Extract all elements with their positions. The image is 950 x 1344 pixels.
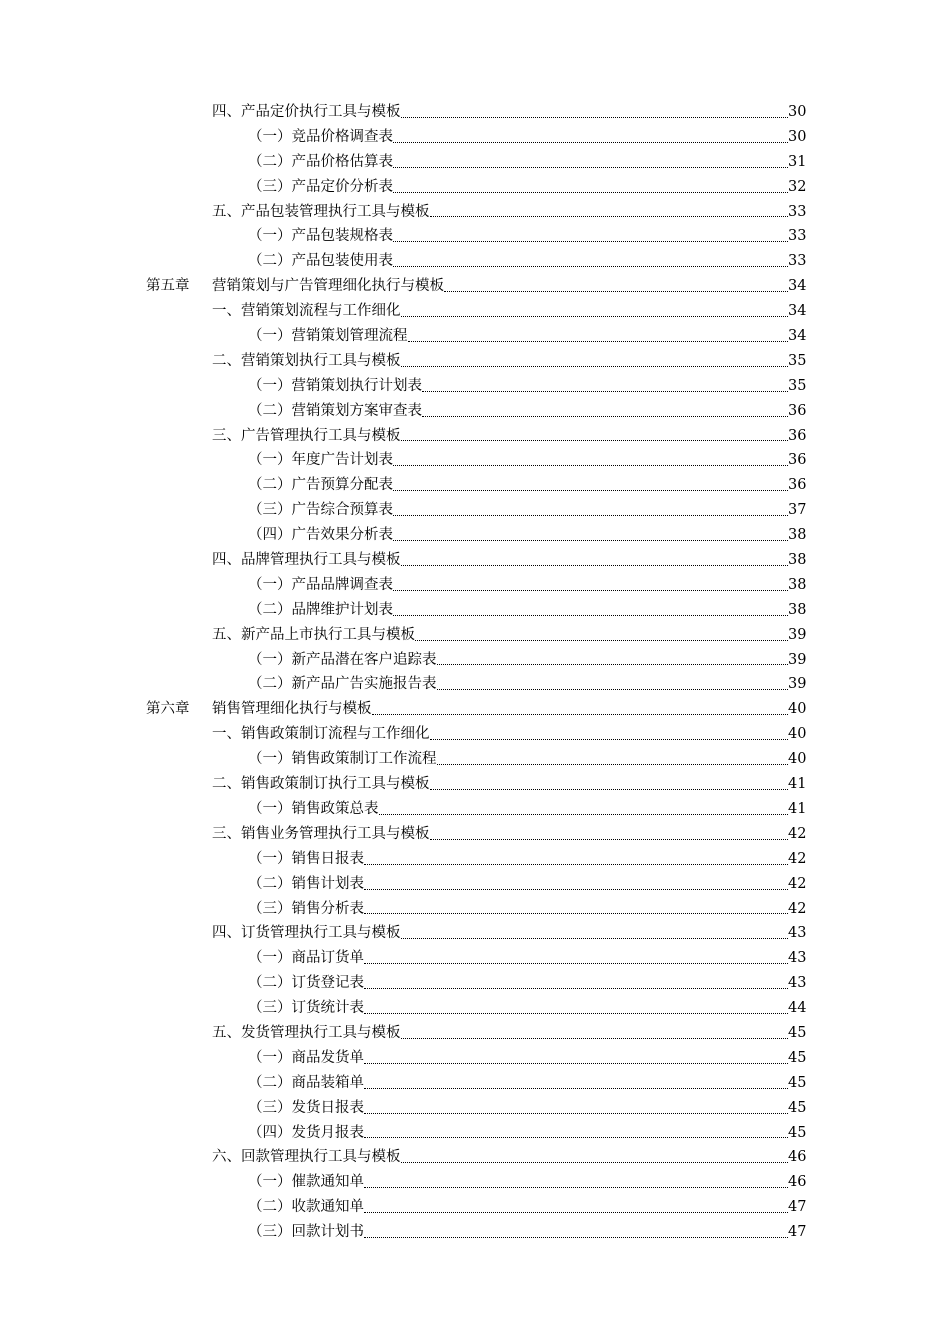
toc-entry[interactable]: [0, 822, 950, 847]
toc-entry[interactable]: [0, 200, 950, 225]
toc-entry[interactable]: [0, 897, 950, 922]
toc-entry[interactable]: [0, 125, 950, 150]
dot-leader: [408, 324, 789, 349]
page-number: 42: [788, 875, 807, 892]
toc-entry[interactable]: [0, 349, 950, 374]
toc-entry[interactable]: [0, 598, 950, 623]
toc-entry-line: [248, 897, 806, 922]
toc-entry-title: （一）销售日报表: [248, 847, 364, 872]
toc-entry-line: [248, 672, 806, 697]
page-number: 41: [788, 800, 807, 817]
toc-entry-title: （一）产品包装规格表: [248, 224, 393, 249]
toc-entry-title: （二）产品价格估算表: [248, 150, 393, 175]
toc-entry-line: [248, 1170, 806, 1195]
page-number: 39: [788, 676, 807, 693]
toc-entry[interactable]: [0, 1096, 950, 1121]
toc-entry-line: [212, 349, 806, 374]
toc-entry[interactable]: [0, 424, 950, 449]
page-number: 45: [788, 1124, 807, 1141]
page-number: 36: [788, 452, 807, 469]
dot-leader: [422, 399, 788, 424]
toc-entry[interactable]: [0, 399, 950, 424]
page-number: 40: [788, 726, 807, 743]
dot-leader: [364, 1046, 788, 1071]
toc-entry-title: （一）营销策划执行计划表: [248, 374, 422, 399]
toc-entry-line: [248, 175, 806, 200]
toc-entry-title: （二）产品包装使用表: [248, 249, 393, 274]
page-number: 37: [788, 502, 807, 519]
toc-entry-line: [248, 523, 806, 548]
dot-leader: [401, 1021, 789, 1046]
page-number: 32: [788, 178, 807, 195]
toc-entry-line: [248, 747, 806, 772]
toc-entry[interactable]: [0, 697, 950, 722]
toc-entry[interactable]: [0, 623, 950, 648]
chapter-title: 销售管理细化执行与模板: [212, 701, 372, 718]
toc-entry[interactable]: [0, 1145, 950, 1170]
toc-entry[interactable]: [0, 1170, 950, 1195]
toc-entry[interactable]: [0, 548, 950, 573]
page-number: 31: [788, 153, 807, 170]
page-number: 45: [788, 1074, 807, 1091]
toc-entry-title: （三）广告综合预算表: [248, 498, 393, 523]
toc-entry-line: [146, 697, 806, 722]
toc-entry-title: （一）竞品价格调查表: [248, 125, 393, 150]
toc-entry-line: [248, 150, 806, 175]
toc-entry-title: 五、新产品上市执行工具与模板: [212, 623, 415, 648]
toc-entry-line: [248, 1195, 806, 1220]
toc-entry-title: （二）商品装箱单: [248, 1071, 364, 1096]
toc-entry-line: [248, 1046, 806, 1071]
dot-leader: [393, 249, 788, 274]
toc-entry-line: [248, 797, 806, 822]
toc-entry[interactable]: [0, 175, 950, 200]
page-number: 39: [788, 626, 807, 643]
dot-leader: [393, 448, 788, 473]
toc-entry-line: [248, 448, 806, 473]
toc-entry-line: [212, 1145, 806, 1170]
dot-leader: [401, 1145, 789, 1170]
page-number: 47: [788, 1199, 807, 1216]
page-number: 38: [788, 552, 807, 569]
dot-leader: [364, 946, 788, 971]
toc-entry[interactable]: [0, 498, 950, 523]
toc-entry[interactable]: [0, 797, 950, 822]
dot-leader: [379, 797, 789, 822]
toc-entry-line: [212, 1021, 806, 1046]
toc-entry[interactable]: [0, 1121, 950, 1146]
toc-entry-line: [212, 299, 806, 324]
chapter-number: 第六章: [146, 701, 190, 718]
toc-entry-line: [248, 971, 806, 996]
toc-entry[interactable]: [0, 523, 950, 548]
toc-entry-title: （三）销售分析表: [248, 897, 364, 922]
toc-entry-title: （二）收款通知单: [248, 1195, 364, 1220]
toc-entry-title: 二、营销策划执行工具与模板: [212, 349, 401, 374]
dot-leader: [430, 822, 789, 847]
page-number: 36: [788, 402, 807, 419]
dot-leader: [437, 648, 789, 673]
dot-leader: [364, 1096, 788, 1121]
toc-entry[interactable]: [0, 374, 950, 399]
toc-entry-title: 五、产品包装管理执行工具与模板: [212, 200, 430, 225]
toc-entry-line: [248, 847, 806, 872]
page-number: 44: [788, 1000, 807, 1017]
toc-entry-line: [212, 424, 806, 449]
toc-entry[interactable]: [0, 921, 950, 946]
dot-leader: [364, 897, 788, 922]
table-of-contents: [0, 100, 950, 1245]
toc-entry-title: 一、营销策划流程与工作细化: [212, 299, 401, 324]
page-number: 33: [788, 253, 807, 270]
page-number: 43: [788, 950, 807, 967]
toc-entry-line: [212, 200, 806, 225]
dot-leader: [437, 747, 789, 772]
dot-leader: [444, 274, 788, 299]
toc-entry[interactable]: [0, 747, 950, 772]
dot-leader: [364, 1195, 788, 1220]
toc-entry-title: （三）发货日报表: [248, 1096, 364, 1121]
page-number: 45: [788, 1099, 807, 1116]
toc-entry-title: 五、发货管理执行工具与模板: [212, 1021, 401, 1046]
toc-entry-title: （二）销售计划表: [248, 872, 364, 897]
dot-leader: [364, 872, 788, 897]
toc-entry-line: [248, 996, 806, 1021]
page-number: 33: [788, 203, 807, 220]
toc-entry-title: （二）订货登记表: [248, 971, 364, 996]
page-number: 46: [788, 1174, 807, 1191]
toc-entry-line: [212, 822, 806, 847]
chapter-number: 第五章: [146, 278, 190, 295]
toc-entry[interactable]: [0, 150, 950, 175]
page-number: 39: [788, 651, 807, 668]
toc-entry-line: [212, 100, 806, 125]
dot-leader: [364, 996, 788, 1021]
toc-entry-title: （一）商品订货单: [248, 946, 364, 971]
toc-entry-title: （一）销售政策总表: [248, 797, 379, 822]
toc-entry-line: [212, 772, 806, 797]
toc-entry[interactable]: [0, 299, 950, 324]
dot-leader: [393, 125, 788, 150]
toc-entry-line: [248, 1121, 806, 1146]
toc-entry[interactable]: [0, 648, 950, 673]
toc-entry-line: [248, 573, 806, 598]
page-number: 42: [788, 850, 807, 867]
dot-leader: [401, 424, 789, 449]
dot-leader: [430, 200, 789, 225]
toc-entry-line: [212, 722, 806, 747]
toc-entry[interactable]: [0, 946, 950, 971]
toc-entry-line: [248, 125, 806, 150]
toc-entry-line: [212, 548, 806, 573]
page-number: 38: [788, 601, 807, 618]
toc-entry[interactable]: [0, 1046, 950, 1071]
toc-entry-title: 一、销售政策制订流程与工作细化: [212, 722, 430, 747]
dot-leader: [364, 971, 788, 996]
toc-entry-line: [248, 399, 806, 424]
toc-entry-title: （四）发货月报表: [248, 1121, 364, 1146]
toc-entry-line: [248, 324, 806, 349]
chapter-title: 营销策划与广告管理细化执行与模板: [212, 278, 444, 295]
toc-entry-line: [248, 1071, 806, 1096]
toc-entry-title: 二、销售政策制订执行工具与模板: [212, 772, 430, 797]
toc-entry-title: 三、销售业务管理执行工具与模板: [212, 822, 430, 847]
toc-entry-line: [248, 872, 806, 897]
toc-entry-line: [248, 1220, 806, 1245]
dot-leader: [401, 349, 789, 374]
page-number: 38: [788, 527, 807, 544]
toc-entry-title: （二）品牌维护计划表: [248, 598, 393, 623]
toc-entry-line: [248, 224, 806, 249]
dot-leader: [401, 548, 789, 573]
toc-entry[interactable]: [0, 971, 950, 996]
dot-leader: [393, 598, 788, 623]
dot-leader: [401, 100, 789, 125]
page-number: 43: [788, 925, 807, 942]
toc-entry[interactable]: [0, 847, 950, 872]
toc-entry[interactable]: [0, 772, 950, 797]
page-number: 35: [788, 352, 807, 369]
toc-entry[interactable]: [0, 100, 950, 125]
page-number: 40: [788, 751, 807, 768]
toc-entry[interactable]: [0, 1195, 950, 1220]
toc-entry-line: [248, 598, 806, 623]
toc-entry-line: [212, 921, 806, 946]
page-number: 34: [788, 278, 807, 295]
dot-leader: [393, 224, 788, 249]
toc-entry-title: [146, 274, 444, 299]
toc-entry-title: 三、广告管理执行工具与模板: [212, 424, 401, 449]
toc-entry-line: [146, 274, 806, 299]
toc-entry-title: 四、产品定价执行工具与模板: [212, 100, 401, 125]
toc-entry[interactable]: [0, 274, 950, 299]
toc-entry[interactable]: [0, 573, 950, 598]
toc-entry[interactable]: [0, 473, 950, 498]
toc-entry-title: [146, 697, 372, 722]
toc-entry[interactable]: [0, 872, 950, 897]
toc-entry[interactable]: [0, 224, 950, 249]
page-number: 45: [788, 1049, 807, 1066]
toc-entry-title: （三）产品定价分析表: [248, 175, 393, 200]
page-number: 45: [788, 1024, 807, 1041]
toc-entry[interactable]: [0, 249, 950, 274]
dot-leader: [393, 498, 788, 523]
dot-leader: [393, 473, 788, 498]
toc-entry-title: （一）销售政策制订工作流程: [248, 747, 437, 772]
toc-entry-title: （一）营销策划管理流程: [248, 324, 408, 349]
toc-entry-title: （二）新产品广告实施报告表: [248, 672, 437, 697]
page-number: 33: [788, 228, 807, 245]
toc-entry[interactable]: [0, 448, 950, 473]
page-number: 38: [788, 576, 807, 593]
page-number: 36: [788, 427, 807, 444]
toc-entry-title: （一）商品发货单: [248, 1046, 364, 1071]
page-number: 34: [788, 303, 807, 320]
dot-leader: [415, 623, 788, 648]
toc-entry-title: （一）新产品潜在客户追踪表: [248, 648, 437, 673]
page-number: 34: [788, 328, 807, 345]
dot-leader: [422, 374, 788, 399]
page-number: 30: [788, 128, 807, 145]
page-number: 36: [788, 477, 807, 494]
page-number: 42: [788, 900, 807, 917]
toc-entry-line: [248, 498, 806, 523]
toc-entry-title: （一）产品品牌调查表: [248, 573, 393, 598]
dot-leader: [437, 672, 789, 697]
toc-entry-title: （三）订货统计表: [248, 996, 364, 1021]
dot-leader: [401, 299, 789, 324]
toc-entry-line: [248, 1096, 806, 1121]
page-number: 42: [788, 825, 807, 842]
toc-entry[interactable]: [0, 722, 950, 747]
toc-entry-line: [248, 249, 806, 274]
toc-entry-line: [212, 623, 806, 648]
dot-leader: [364, 847, 788, 872]
dot-leader: [430, 722, 789, 747]
dot-leader: [364, 1170, 788, 1195]
dot-leader: [393, 150, 788, 175]
toc-entry-title: 四、订货管理执行工具与模板: [212, 921, 401, 946]
page-number: 41: [788, 776, 807, 793]
toc-entry-line: [248, 374, 806, 399]
toc-entry[interactable]: [0, 1071, 950, 1096]
dot-leader: [393, 523, 788, 548]
toc-entry-title: 六、回款管理执行工具与模板: [212, 1145, 401, 1170]
toc-entry[interactable]: [0, 1021, 950, 1046]
page-number: 35: [788, 377, 807, 394]
toc-entry[interactable]: [0, 324, 950, 349]
dot-leader: [393, 573, 788, 598]
dot-leader: [364, 1121, 788, 1146]
dot-leader: [430, 772, 789, 797]
toc-entry-line: [248, 473, 806, 498]
page-number: 30: [788, 104, 807, 120]
toc-entry[interactable]: [0, 996, 950, 1021]
toc-entry-line: [248, 946, 806, 971]
toc-entry-title: （一）催款通知单: [248, 1170, 364, 1195]
toc-entry-title: （二）广告预算分配表: [248, 473, 393, 498]
dot-leader: [364, 1220, 788, 1245]
toc-entry-title: （一）年度广告计划表: [248, 448, 393, 473]
dot-leader: [393, 175, 788, 200]
toc-entry-line: [248, 648, 806, 673]
toc-entry-title: （三）回款计划书: [248, 1220, 364, 1245]
toc-entry-title: （四）广告效果分析表: [248, 523, 393, 548]
toc-entry-title: 四、品牌管理执行工具与模板: [212, 548, 401, 573]
page-number: 47: [788, 1224, 807, 1241]
dot-leader: [364, 1071, 788, 1096]
toc-entry[interactable]: [0, 672, 950, 697]
dot-leader: [401, 921, 789, 946]
page-number: 43: [788, 975, 807, 992]
toc-entry-title: （二）营销策划方案审查表: [248, 399, 422, 424]
dot-leader: [372, 697, 789, 722]
toc-entry[interactable]: [0, 1220, 950, 1245]
page-number: 46: [788, 1149, 807, 1166]
page-number: 40: [788, 701, 807, 718]
